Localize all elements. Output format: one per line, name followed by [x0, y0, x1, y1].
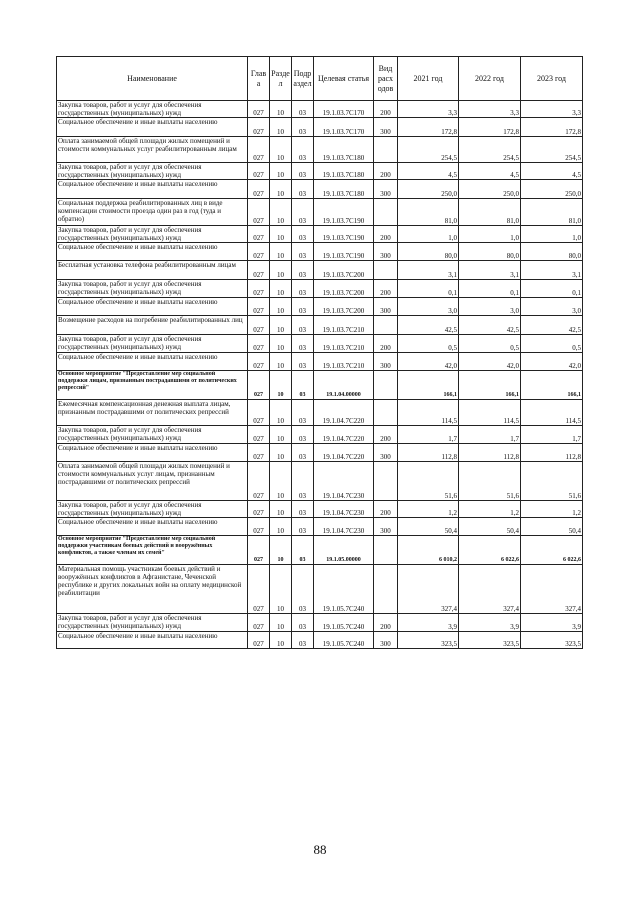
cell-article: 19.1.03.7С200 [314, 280, 374, 298]
cell-name: Социальное обеспечение и иные выплаты населению [57, 444, 248, 462]
cell-razdel: 10 [270, 316, 292, 335]
cell-2022: 50,4 [459, 518, 521, 536]
cell-article: 19.1.05.00000 [314, 536, 374, 565]
cell-2023: 1,2 [521, 501, 583, 518]
cell-vid [374, 536, 398, 565]
table-row [57, 243, 583, 261]
cell-glava: 027 [248, 632, 270, 649]
cell-2021: 3,3 [398, 101, 459, 118]
cell-podrazdel: 03 [292, 199, 314, 226]
cell-podrazdel: 03 [292, 118, 314, 137]
table-row [57, 400, 583, 426]
header-2021: 2021 год [398, 57, 459, 101]
cell-article: 19.1.03.7С200 [314, 261, 374, 280]
cell-vid: 300 [374, 632, 398, 649]
cell-2021: 0,5 [398, 335, 459, 353]
cell-2022: 1,7 [459, 426, 521, 444]
cell-2021: 50,4 [398, 518, 459, 536]
table-row [57, 163, 583, 180]
cell-podrazdel: 03 [292, 444, 314, 462]
cell-2023: 0,5 [521, 335, 583, 353]
cell-2023: 323,5 [521, 632, 583, 649]
cell-2022: 3,0 [459, 298, 521, 316]
cell-glava: 027 [248, 400, 270, 426]
cell-vid: 200 [374, 426, 398, 444]
cell-glava: 027 [248, 462, 270, 501]
cell-vid [374, 316, 398, 335]
cell-2021: 51,6 [398, 462, 459, 501]
cell-razdel: 10 [270, 501, 292, 518]
cell-razdel: 10 [270, 536, 292, 565]
cell-razdel: 10 [270, 280, 292, 298]
cell-glava: 027 [248, 243, 270, 261]
header-2022: 2022 год [459, 57, 521, 101]
table-body [57, 101, 583, 649]
cell-glava: 027 [248, 137, 270, 163]
cell-vid: 300 [374, 298, 398, 316]
cell-podrazdel: 03 [292, 137, 314, 163]
table-row-total [57, 371, 583, 400]
header-glava: Глав а [248, 57, 270, 101]
cell-name: Закупка товаров, работ и услуг для обеспечения государственных (муниципальных) нужд [57, 163, 248, 180]
cell-glava: 027 [248, 180, 270, 199]
cell-podrazdel: 03 [292, 426, 314, 444]
cell-podrazdel: 03 [292, 371, 314, 400]
cell-2022: 3,3 [459, 101, 521, 118]
cell-2021: 166,1 [398, 371, 459, 400]
cell-article: 19.1.03.7С180 [314, 137, 374, 163]
cell-2022: 254,5 [459, 137, 521, 163]
table-row [57, 118, 583, 137]
cell-podrazdel: 03 [292, 501, 314, 518]
cell-2022: 1,2 [459, 501, 521, 518]
cell-vid: 200 [374, 335, 398, 353]
cell-podrazdel: 03 [292, 101, 314, 118]
cell-podrazdel: 03 [292, 261, 314, 280]
cell-vid: 200 [374, 226, 398, 243]
table-row [57, 632, 583, 649]
table-row [57, 298, 583, 316]
cell-podrazdel: 03 [292, 565, 314, 614]
cell-podrazdel: 03 [292, 462, 314, 501]
cell-2021: 80,0 [398, 243, 459, 261]
header-name: Наименование [57, 57, 248, 101]
header-podrazdel: Подр аздел [292, 57, 314, 101]
cell-glava: 027 [248, 335, 270, 353]
cell-vid [374, 137, 398, 163]
cell-vid: 200 [374, 163, 398, 180]
cell-podrazdel: 03 [292, 614, 314, 632]
cell-2023: 80,0 [521, 243, 583, 261]
table-row [57, 101, 583, 118]
cell-glava: 027 [248, 565, 270, 614]
cell-2022: 112,8 [459, 444, 521, 462]
cell-glava: 027 [248, 298, 270, 316]
cell-2022: 4,5 [459, 163, 521, 180]
table-row [57, 316, 583, 335]
cell-2022: 6 022,6 [459, 536, 521, 565]
table-row [57, 462, 583, 501]
cell-2022: 250,0 [459, 180, 521, 199]
cell-glava: 027 [248, 353, 270, 371]
cell-article: 19.1.03.7С170 [314, 118, 374, 137]
cell-2022: 0,5 [459, 335, 521, 353]
cell-article: 19.1.03.7С210 [314, 316, 374, 335]
cell-glava: 027 [248, 280, 270, 298]
cell-name: Социальное обеспечение и иные выплаты населению [57, 180, 248, 199]
cell-2021: 114,5 [398, 400, 459, 426]
cell-name: Социальное обеспечение и иные выплаты населению [57, 243, 248, 261]
cell-podrazdel: 03 [292, 316, 314, 335]
cell-article: 19.1.03.7С190 [314, 199, 374, 226]
header-razdel: Разде л [270, 57, 292, 101]
cell-2023: 327,4 [521, 565, 583, 614]
cell-article: 19.1.05.7С240 [314, 565, 374, 614]
cell-name: Закупка товаров, работ и услуг для обеспечения государственных (муниципальных) нужд [57, 280, 248, 298]
table-row [57, 137, 583, 163]
cell-razdel: 10 [270, 444, 292, 462]
cell-2021: 81,0 [398, 199, 459, 226]
cell-2022: 51,6 [459, 462, 521, 501]
cell-podrazdel: 03 [292, 163, 314, 180]
cell-vid: 300 [374, 180, 398, 199]
cell-razdel: 10 [270, 261, 292, 280]
cell-2023: 6 022,6 [521, 536, 583, 565]
cell-2022: 114,5 [459, 400, 521, 426]
cell-name: Закупка товаров, работ и услуг для обеспечения государственных (муниципальных) нужд [57, 335, 248, 353]
cell-glava: 027 [248, 199, 270, 226]
cell-name: Социальная поддержка реабилитированных лиц в виде компенсации стоимости проезда один раз в год (туда и обратно) [57, 199, 248, 226]
cell-razdel: 10 [270, 462, 292, 501]
cell-2021: 1,0 [398, 226, 459, 243]
table-row [57, 614, 583, 632]
cell-razdel: 10 [270, 518, 292, 536]
table-row [57, 226, 583, 243]
cell-article: 19.1.03.7С190 [314, 243, 374, 261]
cell-vid [374, 400, 398, 426]
cell-podrazdel: 03 [292, 632, 314, 649]
cell-razdel: 10 [270, 426, 292, 444]
cell-2023: 50,4 [521, 518, 583, 536]
cell-2021: 1,7 [398, 426, 459, 444]
cell-article: 19.1.04.7С220 [314, 426, 374, 444]
cell-article: 19.1.03.7С190 [314, 226, 374, 243]
budget-table [56, 56, 583, 649]
cell-2022: 327,4 [459, 565, 521, 614]
cell-name: Закупка товаров, работ и услуг для обеспечения государственных (муниципальных) нужд [57, 101, 248, 118]
cell-2022: 323,5 [459, 632, 521, 649]
table-row-total [57, 536, 583, 565]
cell-razdel: 10 [270, 180, 292, 199]
cell-article: 19.1.03.7С210 [314, 353, 374, 371]
cell-2023: 4,5 [521, 163, 583, 180]
cell-vid [374, 261, 398, 280]
cell-vid: 300 [374, 118, 398, 137]
cell-2022: 3,1 [459, 261, 521, 280]
cell-2021: 323,5 [398, 632, 459, 649]
cell-glava: 027 [248, 536, 270, 565]
cell-razdel: 10 [270, 298, 292, 316]
cell-2023: 1,0 [521, 226, 583, 243]
cell-name: Социальное обеспечение и иные выплаты населению [57, 118, 248, 137]
cell-podrazdel: 03 [292, 243, 314, 261]
cell-glava: 027 [248, 163, 270, 180]
cell-vid: 300 [374, 518, 398, 536]
cell-name: Социальное обеспечение и иные выплаты населению [57, 353, 248, 371]
cell-2023: 0,1 [521, 280, 583, 298]
cell-name: Ежемесячная компенсационная денежная выплата лицам, признанным пострадавшими от политических репрессий [57, 400, 248, 426]
cell-vid [374, 565, 398, 614]
cell-vid: 300 [374, 444, 398, 462]
cell-razdel: 10 [270, 565, 292, 614]
header-article: Целевая статья [314, 57, 374, 101]
table-row [57, 280, 583, 298]
table-header [57, 57, 583, 101]
cell-2022: 42,5 [459, 316, 521, 335]
cell-2021: 250,0 [398, 180, 459, 199]
cell-razdel: 10 [270, 353, 292, 371]
cell-name: Закупка товаров, работ и услуг для обеспечения государственных (муниципальных) нужд [57, 614, 248, 632]
cell-razdel: 10 [270, 101, 292, 118]
table-row [57, 518, 583, 536]
cell-podrazdel: 03 [292, 226, 314, 243]
table-row [57, 335, 583, 353]
cell-2021: 254,5 [398, 137, 459, 163]
cell-2021: 112,8 [398, 444, 459, 462]
cell-glava: 027 [248, 226, 270, 243]
cell-vid: 200 [374, 101, 398, 118]
cell-name: Материальная помощь участникам боевых действий и вооружённых конфликтов в Афганистане, Чеченской республике и других локальных войн на оплату медицинской реабилитации [57, 565, 248, 614]
cell-2023: 81,0 [521, 199, 583, 226]
cell-vid: 200 [374, 501, 398, 518]
cell-razdel: 10 [270, 199, 292, 226]
cell-article: 19.1.05.7С240 [314, 632, 374, 649]
cell-2022: 3,9 [459, 614, 521, 632]
cell-2021: 327,4 [398, 565, 459, 614]
cell-2021: 42,0 [398, 353, 459, 371]
cell-podrazdel: 03 [292, 280, 314, 298]
cell-glava: 027 [248, 316, 270, 335]
cell-glava: 027 [248, 501, 270, 518]
cell-2023: 51,6 [521, 462, 583, 501]
cell-article: 19.1.04.7С230 [314, 501, 374, 518]
cell-glava: 027 [248, 371, 270, 400]
cell-article: 19.1.03.7С200 [314, 298, 374, 316]
cell-razdel: 10 [270, 400, 292, 426]
cell-article: 19.1.05.7С240 [314, 614, 374, 632]
cell-name: Основное мероприятие "Предоставление мер социальной поддержки лицам, признанным пострадавшими от политических репрессий" [57, 371, 248, 400]
cell-glava: 027 [248, 444, 270, 462]
table-row [57, 261, 583, 280]
cell-vid: 200 [374, 280, 398, 298]
cell-podrazdel: 03 [292, 518, 314, 536]
cell-article: 19.1.04.7С230 [314, 518, 374, 536]
cell-podrazdel: 03 [292, 335, 314, 353]
cell-2021: 3,0 [398, 298, 459, 316]
cell-name: Социальное обеспечение и иные выплаты населению [57, 518, 248, 536]
table-row [57, 565, 583, 614]
cell-2022: 81,0 [459, 199, 521, 226]
cell-vid: 300 [374, 353, 398, 371]
cell-article: 19.1.03.7С210 [314, 335, 374, 353]
cell-vid: 300 [374, 243, 398, 261]
cell-article: 19.1.04.7С220 [314, 444, 374, 462]
cell-name: Возмещение расходов на погребение реабилитированных лиц [57, 316, 248, 335]
cell-razdel: 10 [270, 226, 292, 243]
cell-2023: 250,0 [521, 180, 583, 199]
header-vid: Вид расх одов [374, 57, 398, 101]
cell-vid [374, 462, 398, 501]
cell-vid: 200 [374, 614, 398, 632]
cell-2022: 1,0 [459, 226, 521, 243]
cell-name: Закупка товаров, работ и услуг для обеспечения государственных (муниципальных) нужд [57, 226, 248, 243]
cell-2023: 114,5 [521, 400, 583, 426]
cell-2021: 3,9 [398, 614, 459, 632]
cell-article: 19.1.04.00000 [314, 371, 374, 400]
cell-2021: 3,1 [398, 261, 459, 280]
cell-2023: 3,3 [521, 101, 583, 118]
cell-2023: 112,8 [521, 444, 583, 462]
table-row [57, 501, 583, 518]
cell-razdel: 10 [270, 335, 292, 353]
cell-glava: 027 [248, 261, 270, 280]
cell-name: Оплата занимаемой общей площади жилых помещений и стоимости коммунальных услуг лицам, признанным пострадавшими от политических репрессий [57, 462, 248, 501]
cell-razdel: 10 [270, 118, 292, 137]
cell-razdel: 10 [270, 632, 292, 649]
cell-glava: 027 [248, 118, 270, 137]
cell-2023: 42,0 [521, 353, 583, 371]
cell-name: Оплата занимаемой общей площади жилых помещений и стоимости коммунальных услуг реабилитированным лицам [57, 137, 248, 163]
cell-article: 19.1.03.7С180 [314, 163, 374, 180]
cell-name: Социальное обеспечение и иные выплаты населению [57, 298, 248, 316]
cell-article: 19.1.03.7С170 [314, 101, 374, 118]
table-row [57, 353, 583, 371]
cell-razdel: 10 [270, 614, 292, 632]
cell-2021: 6 010,2 [398, 536, 459, 565]
cell-razdel: 10 [270, 243, 292, 261]
cell-podrazdel: 03 [292, 353, 314, 371]
table-row [57, 444, 583, 462]
table-row [57, 180, 583, 199]
cell-article: 19.1.03.7С180 [314, 180, 374, 199]
table-row [57, 426, 583, 444]
cell-2023: 166,1 [521, 371, 583, 400]
cell-podrazdel: 03 [292, 180, 314, 199]
page-number: 88 [313, 842, 327, 857]
cell-2022: 0,1 [459, 280, 521, 298]
cell-2023: 3,9 [521, 614, 583, 632]
cell-glava: 027 [248, 518, 270, 536]
cell-glava: 027 [248, 101, 270, 118]
cell-name: Бесплатная установка телефона реабилитированным лицам [57, 261, 248, 280]
cell-name: Закупка товаров, работ и услуг для обеспечения государственных (муниципальных) нужд [57, 501, 248, 518]
cell-vid [374, 199, 398, 226]
cell-name: Социальное обеспечение и иные выплаты населению [57, 632, 248, 649]
cell-podrazdel: 03 [292, 298, 314, 316]
cell-2022: 42,0 [459, 353, 521, 371]
cell-glava: 027 [248, 426, 270, 444]
cell-2021: 4,5 [398, 163, 459, 180]
cell-podrazdel: 03 [292, 400, 314, 426]
cell-2023: 172,8 [521, 118, 583, 137]
cell-2021: 0,1 [398, 280, 459, 298]
cell-article: 19.1.04.7С230 [314, 462, 374, 501]
cell-2023: 1,7 [521, 426, 583, 444]
cell-article: 19.1.04.7С220 [314, 400, 374, 426]
cell-vid [374, 371, 398, 400]
cell-2022: 172,8 [459, 118, 521, 137]
table-row [57, 199, 583, 226]
cell-2021: 42,5 [398, 316, 459, 335]
cell-2022: 80,0 [459, 243, 521, 261]
cell-razdel: 10 [270, 137, 292, 163]
cell-2021: 172,8 [398, 118, 459, 137]
cell-podrazdel: 03 [292, 536, 314, 565]
cell-glava: 027 [248, 614, 270, 632]
cell-razdel: 10 [270, 163, 292, 180]
cell-razdel: 10 [270, 371, 292, 400]
cell-2023: 3,0 [521, 298, 583, 316]
cell-2023: 254,5 [521, 137, 583, 163]
cell-2023: 42,5 [521, 316, 583, 335]
cell-2022: 166,1 [459, 371, 521, 400]
header-2023: 2023 год [521, 57, 583, 101]
cell-name: Основное мероприятие "Предоставление мер социальной поддержки участникам боевых действий и вооружённых конфликтов, а также членам их семей" [57, 536, 248, 565]
cell-2021: 1,2 [398, 501, 459, 518]
cell-name: Закупка товаров, работ и услуг для обеспечения государственных (муниципальных) нужд [57, 426, 248, 444]
cell-2023: 3,1 [521, 261, 583, 280]
